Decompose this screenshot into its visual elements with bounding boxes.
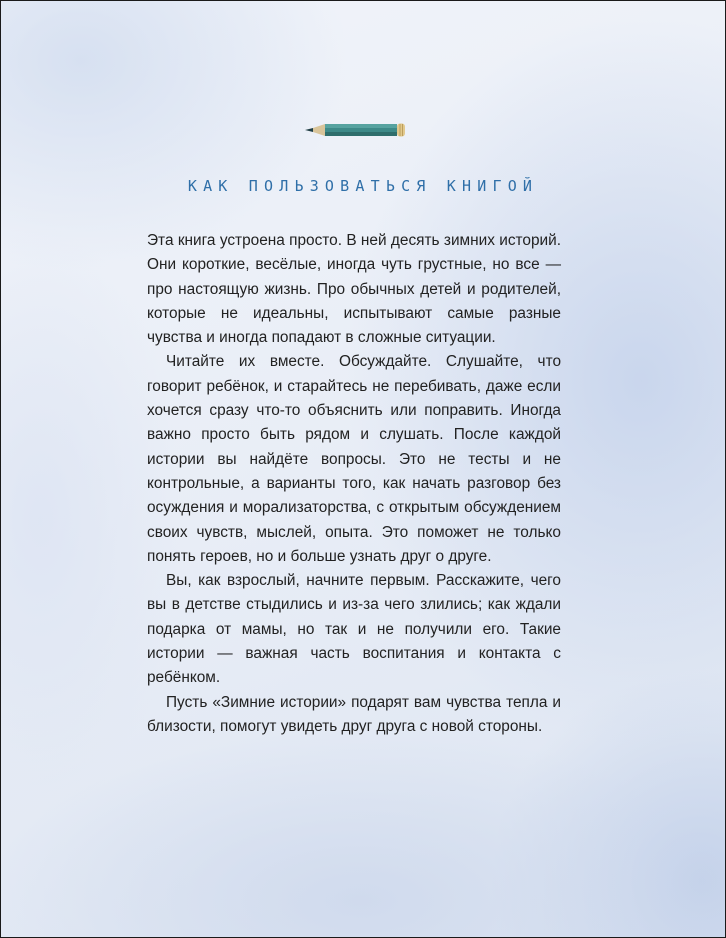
paragraph-4: Пусть «Зимние истории» подарят вам чувства тепла и близости, помогут увидеть друг друга с новой стороны. xyxy=(147,693,561,735)
pencil-icon xyxy=(303,119,407,141)
paragraph-2: Читайте их вместе. Обсуждайте. Слушайте, что говорит ребёнок, и старайтесь не перебивать, даже если хочется сразу что-то объяснить или поправить. Иногда важно просто быть рядом и слушать. После каждой истории вы найдёте вопросы. Это не тесты и не контрольные, а варианты того, как начать разговор без осуждения и морализаторства, с открытым обсуждением своих чувств, мыслей, опыта. Это поможет не только понять героев, но и больше узнать друг о друге. xyxy=(147,353,561,565)
body-text xyxy=(147,229,561,739)
page-title: КАК ПОЛЬЗОВАТЬСЯ КНИГОЙ xyxy=(187,177,539,195)
paragraph-3: Вы, как взрослый, начните первым. Расскажите, чего вы в детстве стыдились и из-за чего злились; как ждали подарка от мамы, но так и не получили его. Такие истории — важная часть воспитания и контакта с ребёнком. xyxy=(147,572,561,687)
paragraph-1: Эта книга устроена просто. В ней десять зимних историй. Они короткие, весёлые, иногда чуть грустные, но все — про настоящую жизнь. Про обычных детей и родителей, которые не идеальны, испытывают самые разные чувства и иногда попадают в сложные ситуации. xyxy=(147,232,561,347)
